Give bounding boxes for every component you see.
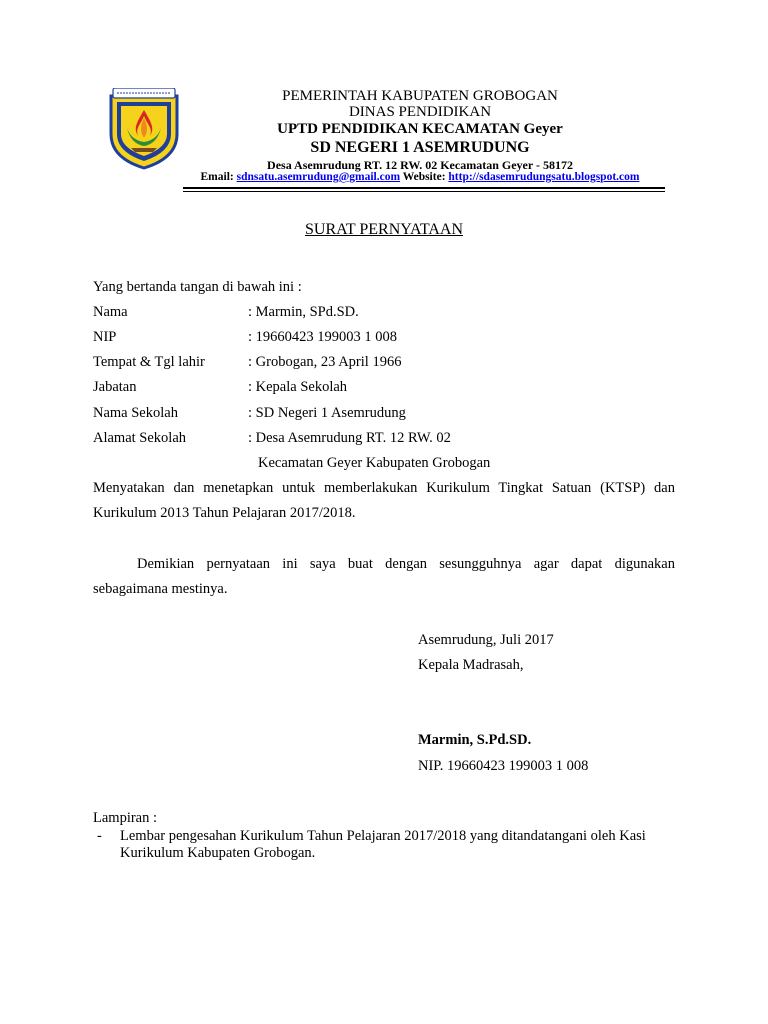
field-label-name: Nama [93,304,128,320]
field-value-position: : Kepala Sekolah [248,379,348,395]
signature-name: Marmin, S.Pd.SD. [418,732,532,748]
closing-paragraph: Demikian pernyataan ini saya buat dengan sesungguhnya agar dapat digunakan sebagaimana mestinya. [93,556,675,597]
header-contact [36,171,768,183]
intro-text: Yang bertanda tangan di bawah ini : [93,279,302,295]
signature-place-date: Asemrudung, Juli 2017 [418,632,554,648]
header-department: DINAS PENDIDIKAN [348,104,492,120]
email-label: Email: [200,171,234,183]
attachment-item: Lembar pengesahan Kurikulum Tahun Pelajaran 2017/2018 yang ditandatangani oleh Kasi Kurikulum Kabupaten Grobogan. [120,828,646,861]
field-value-address-cont: Kecamatan Geyer Kabupaten Grobogan [258,455,491,471]
field-value-school: : SD Negeri 1 Asemrudung [248,405,406,421]
field-label-birth: Tempat & Tgl lahir [93,354,205,370]
email-link[interactable]: sdnsatu.asemrudung@gmail.com [236,171,401,183]
attachment-label: Lampiran : [93,810,158,826]
website-label: Website: [402,171,446,183]
header-government: PEMERINTAH KABUPATEN GROBOGAN [282,88,558,104]
field-label-nip: NIP [93,329,117,345]
field-label-address: Alamat Sekolah [93,430,187,446]
statement-paragraph: Menyatakan dan menetapkan untuk memberlakukan Kurikulum Tingkat Satuan (KTSP) dan Kurikulum 2013 Tahun Pelajaran 2017/2018. [93,480,675,521]
signature-position: Kepala Madrasah, [418,657,524,673]
field-value-nip: : 19660423 199003 1 008 [248,329,398,345]
website-link[interactable]: http://sdasemrudungsatu.blogspot.com [448,171,640,183]
header-divider-thick [183,187,665,189]
field-value-name: : Marmin, SPd.SD. [248,304,359,320]
header-divider-thin [183,191,665,192]
attachment-bullet: - [97,828,102,844]
field-value-birth: : Grobogan, 23 April 1966 [248,354,402,370]
header-address: Desa Asemrudung RT. 12 RW. 02 Kecamatan Geyer - 58172 [267,158,573,172]
field-label-school: Nama Sekolah [93,405,178,421]
field-label-position: Jabatan [93,379,137,395]
document-title: SURAT PERNYATAAN [304,221,463,238]
signature-nip: NIP. 19660423 199003 1 008 [418,758,589,774]
header-unit: UPTD PENDIDIKAN KECAMATAN Geyer [277,121,563,137]
header-school-name: SD NEGERI 1 ASEMRUDUNG [310,139,530,156]
field-value-address: : Desa Asemrudung RT. 12 RW. 02 [248,430,451,446]
